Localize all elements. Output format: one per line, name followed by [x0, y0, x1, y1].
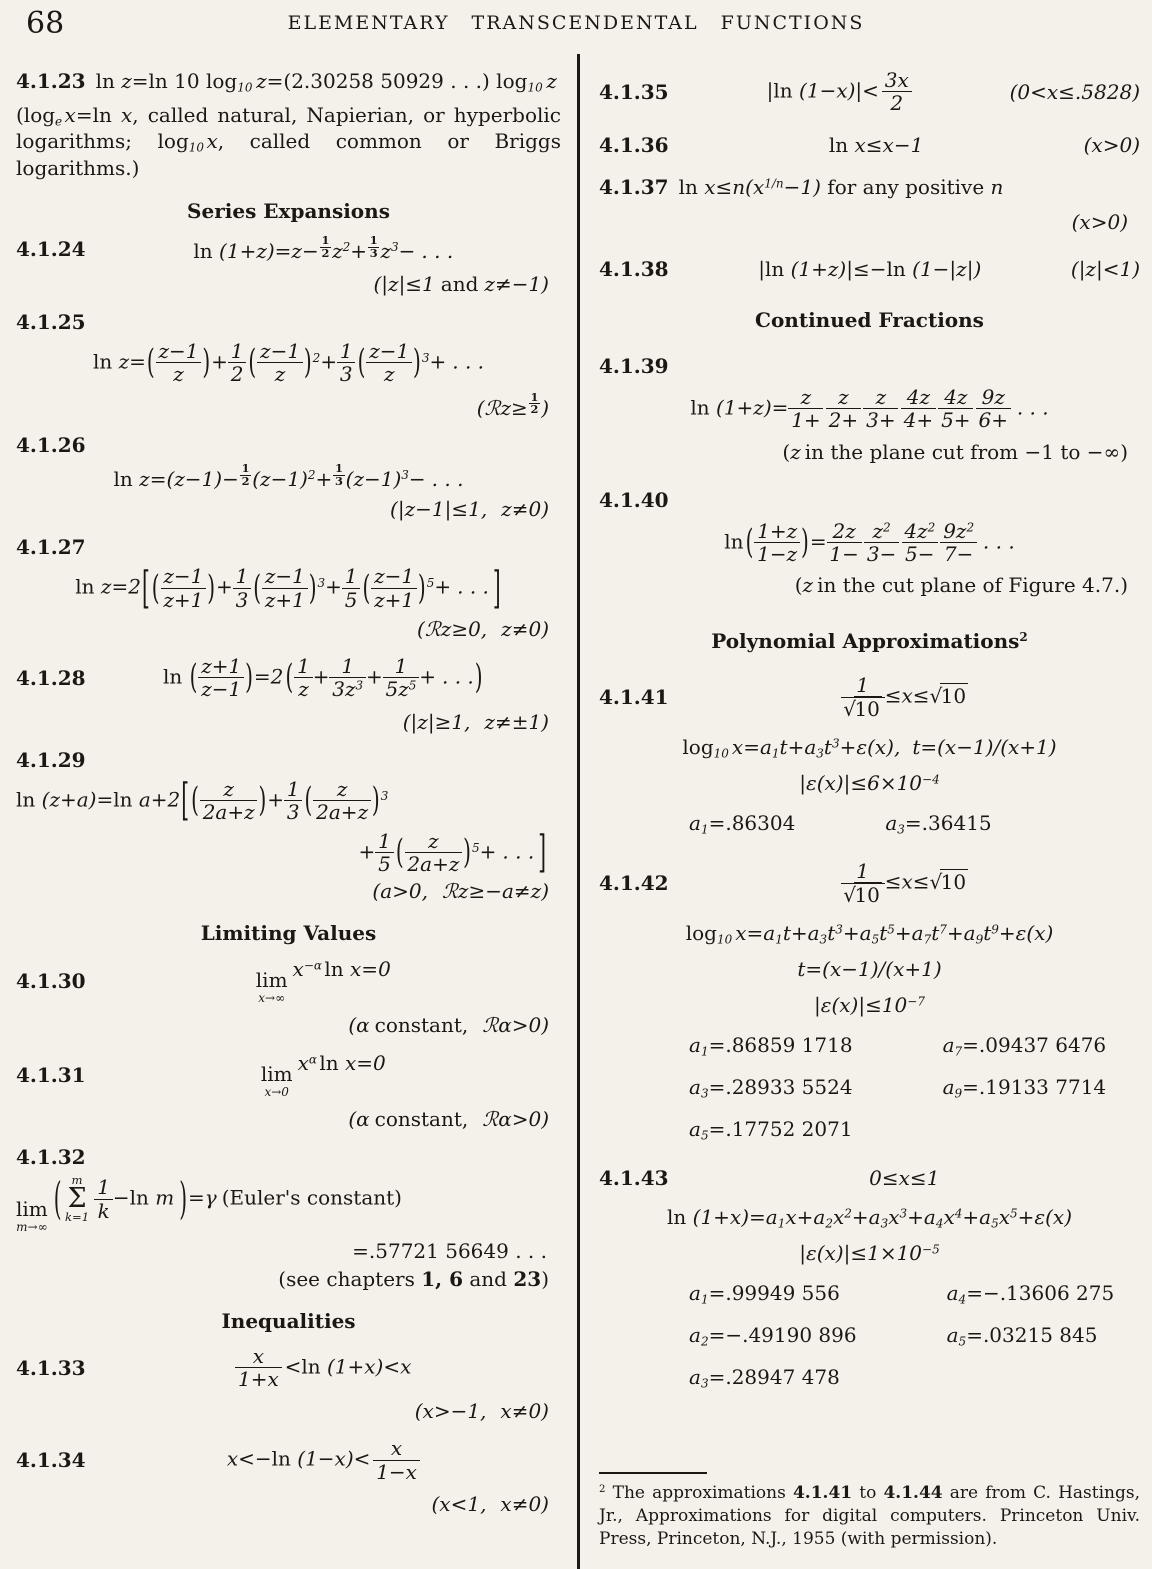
right-column [577, 54, 1152, 1569]
equation-number: 4.1.30 [16, 968, 86, 993]
empty-cell [943, 1117, 1107, 1141]
equation-4-1-39-note: (z in the plane cut from −1 to −∞) [782, 439, 1128, 464]
equation-4-1-42-error: $|\varepsilon(x)|\le 10^{-7}$ [813, 992, 925, 1017]
equation-number: 4.1.28 [16, 665, 86, 690]
constraint-inline: (x>0) [1083, 132, 1140, 157]
equation-4-1-34 [16, 1437, 561, 1483]
constraint-inline: (0<x≤.5828) [1009, 79, 1140, 104]
equation-math: lim x→0 $x^\alpha$ ln x=0 [260, 1051, 386, 1100]
equation-math: lim x→∞ $x^{-\alpha}$ ln x=0 [255, 957, 391, 1006]
heading-label: Polynomial Approximations [711, 629, 1020, 654]
equation-math: ln z=ln 10 log10 z=(2.30258 50929 . . .) log10 z [95, 69, 557, 95]
section-heading-continued-fractions: Continued Fractions [755, 307, 984, 332]
equation-math: ln (1+z)=z− $\frac{1}{2}$ $z^2+$ $\frac{1}{3}$ $z^3-$ . . . [193, 233, 454, 263]
constraint-4-1-37: (x>0) [1071, 209, 1128, 234]
equation-number: 4.1.37 [599, 174, 669, 199]
equation-math: x<−ln (1−x)< $\frac{x}{1-x}$ [86, 1437, 561, 1483]
coefficient: a1=.86304 [689, 811, 796, 837]
equation-number: 4.1.41 [599, 685, 669, 710]
coefficient: a1=.86859 1718 [689, 1032, 853, 1059]
coefficient: a2=−.49190 896 [689, 1322, 857, 1349]
constraint-4-1-34: (x<1, x≠0) [431, 1492, 549, 1517]
equation-4-1-27: ln z=2[ ( $\frac{z-1}{z+1}$ )+ $\frac{1}{3}$ ( $\frac{z-1}{z+1}$ )$^3$+ $\frac{1}{5}$ ( $\frac{z-1}{z+1}$ )$^5$+ . . . ] [75, 560, 501, 614]
footnote-block [599, 1472, 1140, 1559]
section-heading-inequalities: Inequalities [221, 1308, 356, 1333]
equation-math: ln ( $\frac{z+1}{z-1}$ )=2 ( $\frac{1}{z}$ + $\frac{1}{3z^3}$ + $\frac{1}{5z^5}$ + . . .) [162, 654, 483, 702]
equation-number: 4.1.38 [599, 256, 669, 281]
equation-math: $\ln x\le n(x^{1/n}-1)$ for any positive n [678, 174, 1004, 199]
equation-4-1-32: lim m→∞ ( m Σ k=1 $\frac{1}{k}$ −ln m )=γ (Euler's constant) [16, 1171, 402, 1234]
equation-4-1-40-note: (z in the cut plane of Figure 4.7.) [794, 573, 1128, 598]
equation-range: 0≤x≤1 [869, 1165, 940, 1190]
equation-number: 4.1.34 [16, 1448, 86, 1473]
coefficient: a7=.09437 6476 [942, 1032, 1107, 1059]
footnote-text [599, 1482, 1140, 1551]
coefficient: a3=.36415 [885, 811, 992, 837]
equation-4-1-28 [16, 655, 561, 701]
equation-4-1-39: ln (1+z)= $\frac{z}{1+}$ $\frac{z}{2+}$ $\frac{z}{3+}$ $\frac{4z}{4+}$ $\frac{4z}{5+}$ $\frac{9z}{6+}$ . . . [690, 384, 1049, 433]
coefficients-4-1-42 [689, 1033, 1140, 1141]
constraint-4-1-33: (x>−1, x≠0) [414, 1399, 549, 1424]
equation-number-4-1-26: 4.1.26 [16, 433, 86, 458]
equation-number: 4.1.42 [599, 871, 669, 896]
equation-number-4-1-32: 4.1.32 [16, 1145, 86, 1170]
footnote-marker: 2 [1019, 630, 1028, 645]
equation-number-4-1-40: 4.1.40 [599, 487, 669, 512]
constraint-4-1-29: (a>0, ℛz≥−a≠z) [372, 879, 549, 904]
page-number: 68 [26, 6, 65, 41]
equation-4-1-29-line2: + $\frac{1}{5}$ ( $\frac{z}{2a+z}$ )$^5$+ . . . ] [358, 824, 546, 878]
footnote-separator-rule [599, 1472, 707, 1474]
equation-number-4-1-27: 4.1.27 [16, 535, 86, 560]
equation-4-1-25: ln z=( $\frac{z-1}{z}$ )+ $\frac{1}{2}$ ( $\frac{z-1}{z}$ )$^2$+ $\frac{1}{3}$ ( $\frac{z-1}{z}$ )$^3$+ . . . [92, 338, 485, 387]
equation-math: |ln (1−x)|< $\frac{3x}{2}$ [669, 69, 1010, 115]
equation-4-1-32-note: (see chapters 1, 6 and 23) [278, 1266, 549, 1291]
coefficient: a3=.28947 478 [689, 1364, 840, 1391]
constraint-4-1-31: (α constant, ℛα>0) [348, 1107, 549, 1132]
equation-number: 4.1.24 [16, 237, 86, 262]
equation-4-1-26: ln z=(z−1)− $\frac{1}{2}$ $(z-1)^2+$ $\frac{1}{3}$ $(z-1)^3-$ . . . [113, 461, 464, 492]
left-column [0, 54, 577, 1569]
equation-4-1-41-error: $|\varepsilon(x)|\le 6\times 10^{-4}$ [799, 771, 940, 796]
constraint-4-1-25: (ℛz≥ $\frac{1}{2}$ ) [476, 389, 549, 420]
equation-math: ln x≤x−1 [828, 132, 924, 157]
constraint-4-1-24: (|z|≤1 and z≠−1) [373, 271, 549, 296]
two-column-body [0, 54, 1152, 1569]
equation-4-1-42-tdef: t=(x−1)/(x+1) [797, 956, 942, 981]
section-heading-limiting-values: Limiting Values [200, 921, 377, 946]
section-heading-series-expansions: Series Expansions [187, 199, 390, 224]
equation-4-1-36 [599, 133, 1140, 157]
equation-4-1-41-main: log10 $x=a1t+a3t^3+\varepsilon(x)$, t=(x−1)/(x+1) [682, 735, 1057, 761]
equation-4-1-43-error: $|\varepsilon(x)|\le 1\times 10^{-5}$ [799, 1240, 940, 1265]
constraint-4-1-28: (|z|≥1, z≠±1) [402, 709, 549, 734]
equation-4-1-32-value: =.57721 56649 . . . [352, 1238, 547, 1263]
equation-number: 4.1.33 [16, 1355, 86, 1380]
equation-number: 4.1.36 [599, 132, 669, 157]
coefficients-4-1-43 [689, 1281, 1140, 1389]
footnote-marker: 2 [599, 1484, 606, 1496]
coefficient: a9=.19133 7714 [942, 1074, 1107, 1101]
equation-number: 4.1.23 [16, 69, 86, 93]
coefficient: a4=−.13606 275 [946, 1280, 1115, 1307]
equation-4-1-29-line1: ln (z+a)=ln a+2[ ( $\frac{z}{2a+z}$ )+ $\frac{1}{3}$ ( $\frac{z}{2a+z}$ )$^3$ [16, 772, 389, 826]
equation-4-1-31 [16, 1051, 561, 1098]
equation-4-1-42 [599, 860, 1140, 906]
section-heading-polynomial-approximations [599, 629, 1140, 653]
equation-number-4-1-29: 4.1.29 [16, 747, 86, 772]
equation-4-1-24 [16, 235, 561, 263]
equation-4-1-43-main: $\ln (1+x)=a1x+a2x^2+a3x^3+a4x^4+a5x^5+\varepsilon(x)$ [667, 1204, 1072, 1231]
equation-math: |ln (1+z)|≤−ln (1−|z|) [758, 256, 982, 281]
constraint-4-1-27: (ℛz≥0, z≠0) [417, 617, 549, 642]
equation-math: $\frac{x}{1+x}$ <ln (1+x)<x [86, 1345, 561, 1391]
equation-number-4-1-25: 4.1.25 [16, 309, 86, 334]
constraint-4-1-30: (α constant, ℛα>0) [348, 1013, 549, 1038]
intro-paragraph: (loge x=ln x, called natural, Napierian, or hyperbolic logarithms; log10 x, called common or Briggs logarithms.) [16, 103, 561, 180]
column-divider-rule [577, 54, 580, 1569]
equation-number: 4.1.43 [599, 1165, 669, 1190]
coefficient: a1=.99949 556 [689, 1280, 840, 1307]
equation-4-1-38 [599, 257, 1140, 281]
running-header-title: ELEMENTARY TRANSCENDENTAL FUNCTIONS [287, 12, 865, 34]
footnote-body: The approximations 4.1.41 to 4.1.44 are from C. Hastings, Jr., Approximations for digital computers. Princeton Univ. Press, Princeton, N.J., 1955 (with permission). [599, 1483, 1140, 1550]
equation-number-4-1-39: 4.1.39 [599, 353, 669, 378]
empty-cell [947, 1365, 1115, 1389]
equation-range: $\frac{1}{√10}$ ≤x≤√10 [669, 674, 1140, 720]
coefficients-4-1-41 [689, 811, 1140, 835]
coefficient: a5=.17752 2071 [689, 1116, 853, 1143]
equation-number: 4.1.35 [599, 79, 669, 104]
constraint-4-1-26: (|z−1|≤1, z≠0) [390, 497, 549, 522]
coefficient: a3=.28933 5524 [689, 1074, 853, 1101]
equation-number: 4.1.31 [16, 1062, 86, 1087]
equation-4-1-41 [599, 674, 1140, 720]
equation-4-1-43 [599, 1166, 1140, 1190]
constraint-inline: (|z|<1) [1070, 256, 1140, 281]
equation-4-1-23 [16, 69, 561, 93]
page-header [0, 0, 1152, 54]
equation-4-1-37 [599, 175, 1140, 199]
equation-4-1-40: ln ( $\frac{1+z}{1-z}$ )= $\frac{2z}{1-}$ $\frac{z^2}{3-}$ $\frac{4z^2}{5-}$ $\frac{9z^2}{7-}$ . . . [724, 518, 1015, 566]
equation-range: $\frac{1}{√10}$ ≤x≤√10 [669, 860, 1140, 906]
equation-4-1-35 [599, 69, 1140, 115]
coefficient: a5=.03215 845 [946, 1322, 1098, 1349]
equation-4-1-42-main: log10 $x=a1t+a3t^3+a5t^5+a7t^7+a9t^9+\varepsilon(x)$ [685, 920, 1054, 947]
equation-4-1-33 [16, 1345, 561, 1391]
equation-4-1-30 [16, 957, 561, 1004]
